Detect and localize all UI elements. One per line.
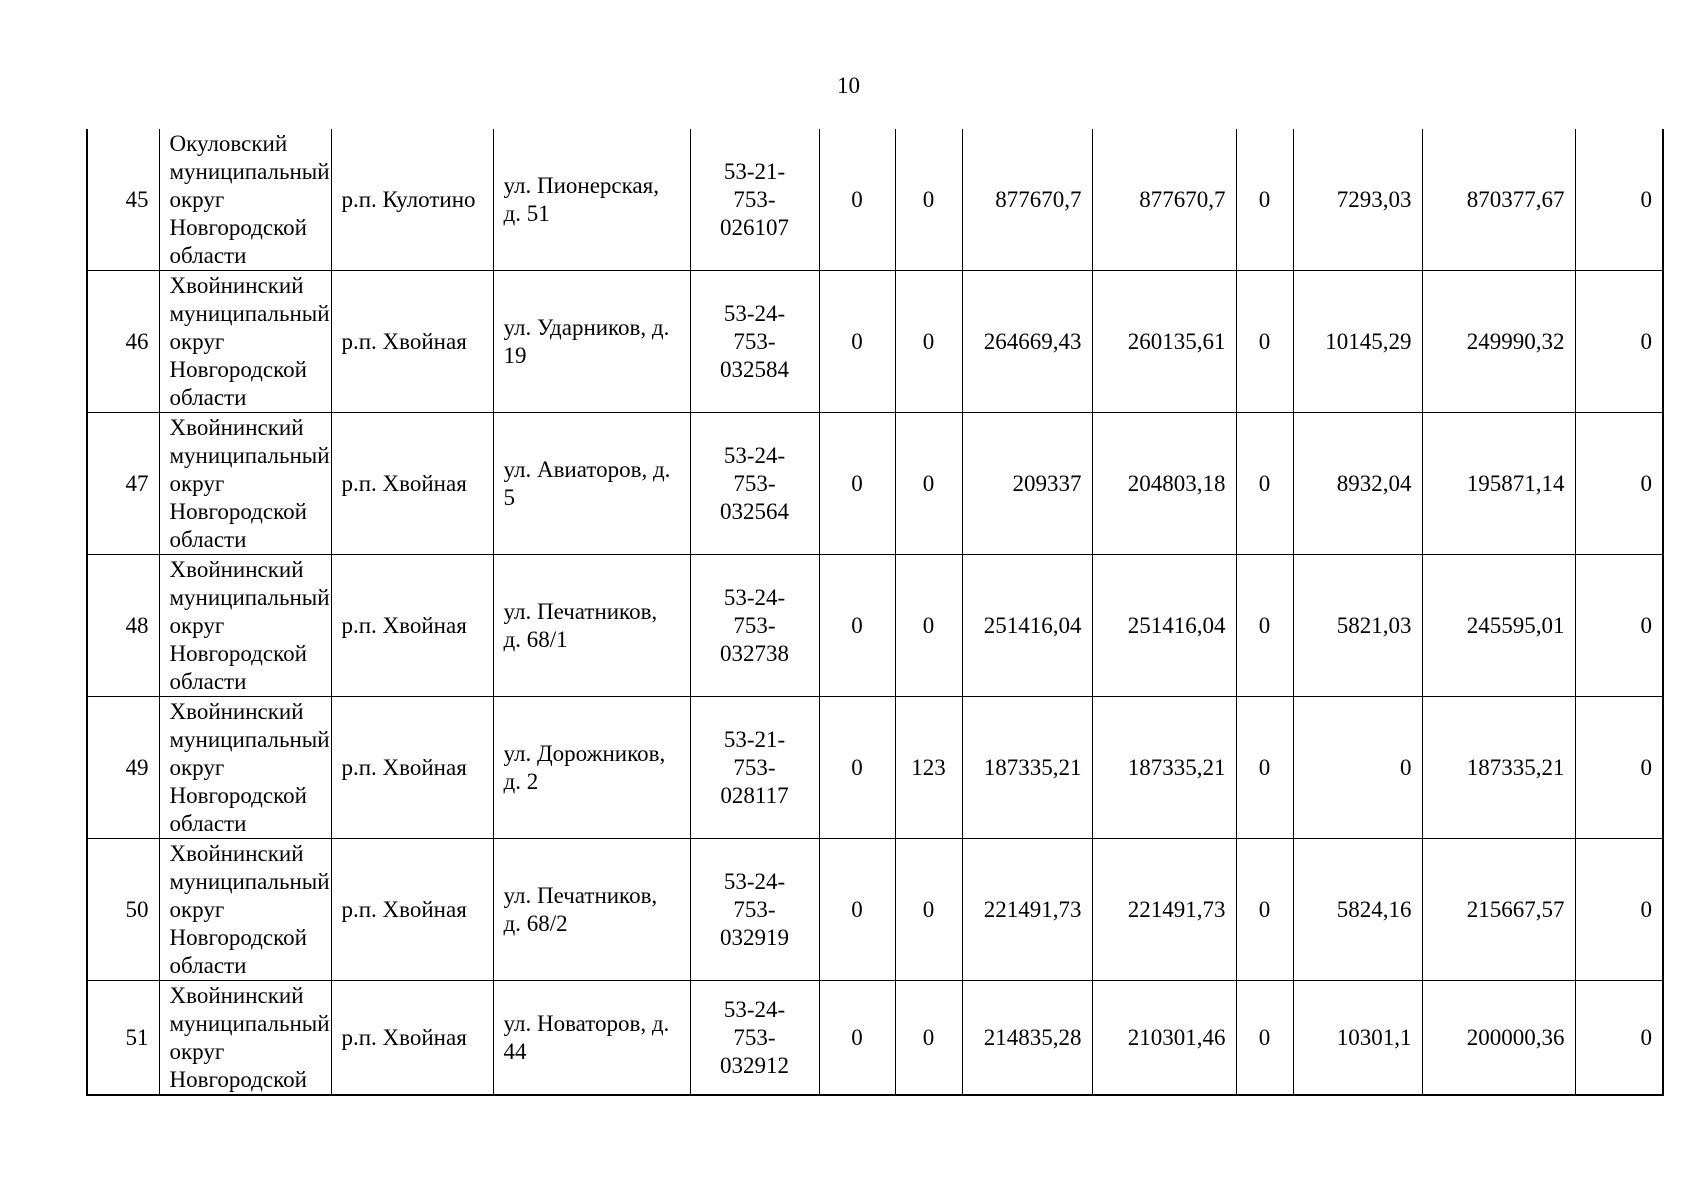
address-cell: ул. Дорожников, д. 2 bbox=[493, 697, 690, 839]
cadastral-part: 53-24- bbox=[723, 868, 786, 894]
row-number-cell: 50 bbox=[87, 839, 159, 981]
registry-table bbox=[86, 129, 1664, 1096]
value-cell-10: 7293,03 bbox=[1293, 129, 1422, 271]
settlement-cell: р.п. Хвойная bbox=[331, 413, 493, 555]
cadastral-number-cell bbox=[690, 129, 819, 271]
table-body bbox=[87, 129, 1663, 1095]
value-cell-8: 877670,7 bbox=[1092, 129, 1236, 271]
row-number-cell: 49 bbox=[87, 697, 159, 839]
cadastral-part: 753- bbox=[733, 612, 776, 638]
cadastral-part: 53-21- bbox=[723, 158, 786, 184]
settlement-cell: р.п. Хвойная bbox=[331, 839, 493, 981]
value-cell-5: 0 bbox=[819, 981, 895, 1096]
cadastral-part: 032564 bbox=[720, 498, 789, 524]
value-cell-9: 0 bbox=[1236, 271, 1293, 413]
value-cell-7: 214835,28 bbox=[962, 981, 1092, 1096]
cadastral-part: 753- bbox=[733, 328, 776, 354]
table-row bbox=[87, 697, 1663, 839]
value-cell-10: 5821,03 bbox=[1293, 555, 1422, 697]
value-cell-10: 10301,1 bbox=[1293, 981, 1422, 1096]
value-cell-8: 221491,73 bbox=[1092, 839, 1236, 981]
district-cell: Хвойнинский муниципальный округ Новгородской области bbox=[159, 555, 331, 697]
value-cell-10: 8932,04 bbox=[1293, 413, 1422, 555]
value-cell-7: 877670,7 bbox=[962, 129, 1092, 271]
district-cell: Хвойнинский муниципальный округ Новгородской области bbox=[159, 697, 331, 839]
value-cell-12: 0 bbox=[1575, 981, 1663, 1096]
value-cell-7: 264669,43 bbox=[962, 271, 1092, 413]
cadastral-part: 026107 bbox=[720, 214, 789, 240]
value-cell-5: 0 bbox=[819, 697, 895, 839]
district-cell: Хвойнинский муниципальный округ Новгородской области bbox=[159, 413, 331, 555]
value-cell-12: 0 bbox=[1575, 555, 1663, 697]
cadastral-number-cell bbox=[690, 271, 819, 413]
value-cell-5: 0 bbox=[819, 271, 895, 413]
row-number-cell: 45 bbox=[87, 129, 159, 271]
cadastral-part: 53-24- bbox=[723, 584, 786, 610]
value-cell-6: 0 bbox=[895, 129, 962, 271]
address-cell: ул. Печатников, д. 68/2 bbox=[493, 839, 690, 981]
value-cell-5: 0 bbox=[819, 413, 895, 555]
value-cell-7: 187335,21 bbox=[962, 697, 1092, 839]
value-cell-10: 5824,16 bbox=[1293, 839, 1422, 981]
value-cell-6: 0 bbox=[895, 839, 962, 981]
district-cell: Хвойнинский муниципальный округ Новгородской области bbox=[159, 271, 331, 413]
address-cell: ул. Авиаторов, д. 5 bbox=[493, 413, 690, 555]
settlement-cell: р.п. Хвойная bbox=[331, 981, 493, 1096]
value-cell-5: 0 bbox=[819, 555, 895, 697]
value-cell-8: 251416,04 bbox=[1092, 555, 1236, 697]
settlement-cell: р.п. Хвойная bbox=[331, 555, 493, 697]
value-cell-8: 187335,21 bbox=[1092, 697, 1236, 839]
value-cell-9: 0 bbox=[1236, 839, 1293, 981]
cadastral-number-cell bbox=[690, 839, 819, 981]
cadastral-number-cell bbox=[690, 413, 819, 555]
cadastral-part: 753- bbox=[733, 470, 776, 496]
table-row bbox=[87, 981, 1663, 1096]
value-cell-8: 210301,46 bbox=[1092, 981, 1236, 1096]
value-cell-9: 0 bbox=[1236, 413, 1293, 555]
address-cell: ул. Печатников, д. 68/1 bbox=[493, 555, 690, 697]
district-cell: Окуловский муниципальный округ Новгородской области bbox=[159, 129, 331, 271]
value-cell-7: 209337 bbox=[962, 413, 1092, 555]
value-cell-11: 195871,14 bbox=[1422, 413, 1575, 555]
row-number-cell: 47 bbox=[87, 413, 159, 555]
value-cell-6: 123 bbox=[895, 697, 962, 839]
value-cell-5: 0 bbox=[819, 129, 895, 271]
address-cell: ул. Ударников, д. 19 bbox=[493, 271, 690, 413]
cadastral-part: 753- bbox=[733, 1024, 776, 1050]
value-cell-10: 0 bbox=[1293, 697, 1422, 839]
row-number-cell: 46 bbox=[87, 271, 159, 413]
cadastral-part: 032912 bbox=[720, 1052, 789, 1078]
value-cell-6: 0 bbox=[895, 413, 962, 555]
value-cell-6: 0 bbox=[895, 555, 962, 697]
table-row bbox=[87, 129, 1663, 271]
cadastral-part: 53-24- bbox=[723, 442, 786, 468]
district-cell: Хвойнинский муниципальный округ Новгородской области bbox=[159, 839, 331, 981]
value-cell-11: 200000,36 bbox=[1422, 981, 1575, 1096]
cadastral-part: 753- bbox=[733, 186, 776, 212]
value-cell-7: 251416,04 bbox=[962, 555, 1092, 697]
value-cell-8: 204803,18 bbox=[1092, 413, 1236, 555]
cadastral-part: 028117 bbox=[720, 782, 789, 808]
cadastral-part: 53-21- bbox=[723, 726, 786, 752]
value-cell-12: 0 bbox=[1575, 839, 1663, 981]
value-cell-12: 0 bbox=[1575, 129, 1663, 271]
value-cell-11: 870377,67 bbox=[1422, 129, 1575, 271]
settlement-cell: р.п. Хвойная bbox=[331, 271, 493, 413]
cadastral-number-cell bbox=[690, 555, 819, 697]
value-cell-9: 0 bbox=[1236, 555, 1293, 697]
value-cell-11: 215667,57 bbox=[1422, 839, 1575, 981]
value-cell-9: 0 bbox=[1236, 981, 1293, 1096]
table-row bbox=[87, 271, 1663, 413]
page-number: 10 bbox=[837, 73, 860, 98]
value-cell-12: 0 bbox=[1575, 697, 1663, 839]
value-cell-10: 10145,29 bbox=[1293, 271, 1422, 413]
cadastral-part: 753- bbox=[733, 754, 776, 780]
cadastral-part: 032738 bbox=[720, 640, 789, 666]
district-cell: Хвойнинский муниципальный округ Новгородской bbox=[159, 981, 331, 1096]
value-cell-7: 221491,73 bbox=[962, 839, 1092, 981]
value-cell-5: 0 bbox=[819, 839, 895, 981]
table-row bbox=[87, 839, 1663, 981]
cadastral-number-cell bbox=[690, 981, 819, 1096]
settlement-cell: р.п. Хвойная bbox=[331, 697, 493, 839]
value-cell-12: 0 bbox=[1575, 271, 1663, 413]
row-number-cell: 51 bbox=[87, 981, 159, 1096]
value-cell-9: 0 bbox=[1236, 697, 1293, 839]
address-cell: ул. Новаторов, д. 44 bbox=[493, 981, 690, 1096]
value-cell-9: 0 bbox=[1236, 129, 1293, 271]
settlement-cell: р.п. Кулотино bbox=[331, 129, 493, 271]
table-row bbox=[87, 413, 1663, 555]
cadastral-part: 53-24- bbox=[723, 996, 786, 1022]
table-row bbox=[87, 555, 1663, 697]
cadastral-number-cell bbox=[690, 697, 819, 839]
cadastral-part: 032919 bbox=[720, 924, 789, 950]
row-number-cell: 48 bbox=[87, 555, 159, 697]
value-cell-6: 0 bbox=[895, 271, 962, 413]
value-cell-11: 245595,01 bbox=[1422, 555, 1575, 697]
value-cell-12: 0 bbox=[1575, 413, 1663, 555]
value-cell-6: 0 bbox=[895, 981, 962, 1096]
value-cell-11: 249990,32 bbox=[1422, 271, 1575, 413]
cadastral-part: 753- bbox=[733, 896, 776, 922]
cadastral-part: 032584 bbox=[720, 356, 789, 382]
address-cell: ул. Пионерская, д. 51 bbox=[493, 129, 690, 271]
value-cell-8: 260135,61 bbox=[1092, 271, 1236, 413]
cadastral-part: 53-24- bbox=[723, 300, 786, 326]
value-cell-11: 187335,21 bbox=[1422, 697, 1575, 839]
